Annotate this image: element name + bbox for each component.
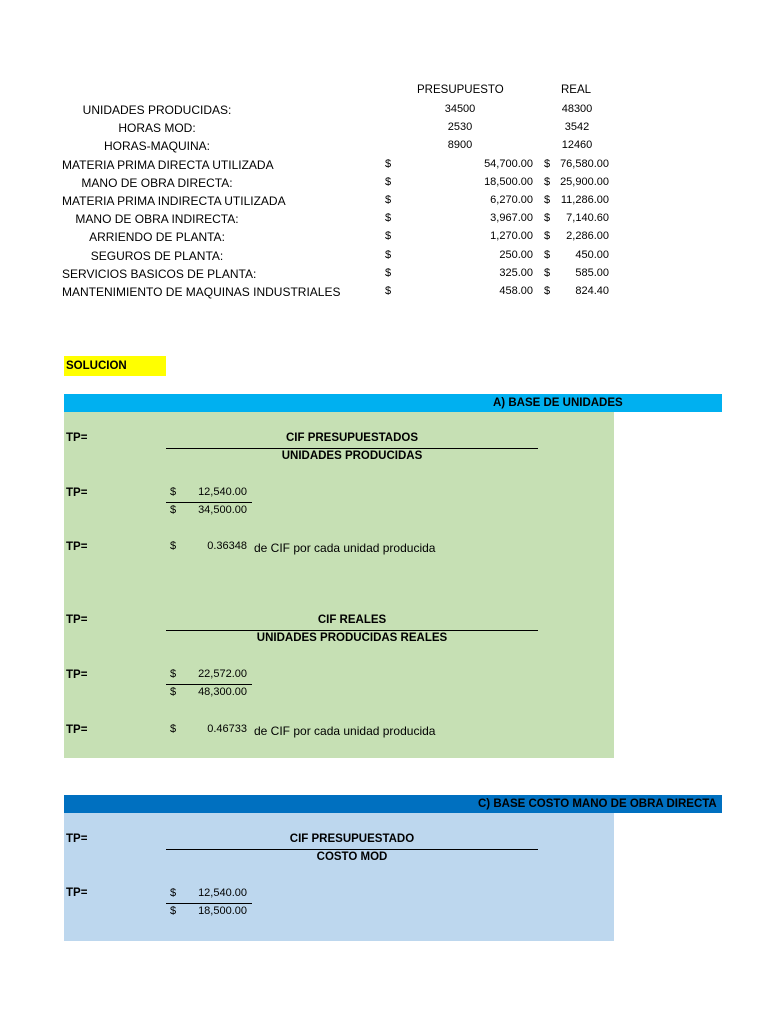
value-divider <box>166 502 252 503</box>
row-real-value: 48300 <box>561 103 593 115</box>
row-currency-presupuesto: $ <box>385 176 392 188</box>
row-presupuesto-value: 34500 <box>444 103 476 115</box>
tp-label: TP= <box>66 669 88 681</box>
currency-symbol: $ <box>170 668 177 680</box>
row-real-value: 450.00 <box>575 249 609 261</box>
tp-label: TP= <box>66 541 88 553</box>
row-label: MANO DE OBRA DIRECTA: <box>81 176 233 190</box>
row-currency-real: $ <box>544 267 551 279</box>
formula-numerator: CIF REALES <box>317 614 387 626</box>
section-a-header-band <box>64 394 722 412</box>
row-currency-presupuesto: $ <box>385 285 392 297</box>
formula-numerator: CIF PRESUPUESTADOS <box>285 432 419 444</box>
tp-label: TP= <box>66 724 88 736</box>
tp-label: TP= <box>66 614 88 626</box>
row-presupuesto-value: 6,270.00 <box>490 194 533 206</box>
row-real-value: 11,286.00 <box>560 194 609 206</box>
formula-numerator: CIF PRESUPUESTADO <box>289 833 415 845</box>
row-presupuesto-value: 458.00 <box>499 285 533 297</box>
result-text: de CIF por cada unidad producida <box>254 724 436 738</box>
section-a-panel <box>64 412 614 758</box>
formula-divider <box>166 448 538 449</box>
currency-symbol: $ <box>170 540 177 552</box>
row-label: SEGUROS DE PLANTA: <box>90 249 224 263</box>
row-label: MANTENIMIENTO DE MAQUINAS INDUSTRIALES <box>62 285 341 299</box>
row-presupuesto-value: 18,500.00 <box>484 176 533 188</box>
tp-label: TP= <box>66 432 88 444</box>
header-real: REAL <box>561 84 592 96</box>
row-currency-presupuesto: $ <box>385 194 392 206</box>
row-presupuesto-value: 250.00 <box>499 249 533 261</box>
row-currency-real: $ <box>544 249 551 261</box>
row-currency-real: $ <box>544 176 551 188</box>
row-currency-real: $ <box>544 212 551 224</box>
value-denominator: 48,300.00 <box>198 686 247 698</box>
currency-symbol: $ <box>170 504 177 516</box>
currency-symbol: $ <box>170 905 177 917</box>
row-real-value: 3542 <box>564 121 590 133</box>
section-c-title: C) BASE COSTO MANO DE OBRA DIRECTA <box>478 798 717 810</box>
row-currency-presupuesto: $ <box>385 230 392 242</box>
header-presupuesto: PRESUPUESTO <box>417 84 504 96</box>
value-divider <box>166 903 252 904</box>
row-currency-presupuesto: $ <box>385 158 392 170</box>
row-label: MATERIA PRIMA INDIRECTA UTILIZADA <box>62 194 286 208</box>
row-label: HORAS MOD: <box>118 121 196 135</box>
row-presupuesto-value: 8900 <box>447 139 473 151</box>
result-value: 0.46733 <box>207 723 247 735</box>
currency-symbol: $ <box>170 486 177 498</box>
formula-denominator: UNIDADES PRODUCIDAS REALES <box>256 632 448 644</box>
row-label: MATERIA PRIMA DIRECTA UTILIZADA <box>62 158 274 172</box>
row-label: MANO DE OBRA INDIRECTA: <box>75 212 239 226</box>
value-numerator: 12,540.00 <box>198 486 247 498</box>
row-currency-presupuesto: $ <box>385 267 392 279</box>
result-value: 0.36348 <box>207 540 247 552</box>
currency-symbol: $ <box>170 723 177 735</box>
row-currency-presupuesto: $ <box>385 212 392 224</box>
currency-symbol: $ <box>170 887 177 899</box>
row-label: UNIDADES PRODUCIDAS: <box>82 103 232 117</box>
row-real-value: 585.00 <box>575 267 609 279</box>
row-label: SERVICIOS BASICOS DE PLANTA: <box>62 267 257 281</box>
tp-label: TP= <box>66 487 88 499</box>
row-presupuesto-value: 1,270.00 <box>490 230 533 242</box>
row-currency-real: $ <box>544 230 551 242</box>
row-presupuesto-value: 3,967.00 <box>490 212 533 224</box>
currency-symbol: $ <box>170 686 177 698</box>
row-real-value: 2,286.00 <box>566 230 609 242</box>
value-numerator: 22,572.00 <box>198 668 247 680</box>
tp-label: TP= <box>66 887 88 899</box>
row-real-value: 7,140.60 <box>566 212 609 224</box>
formula-divider <box>166 849 538 850</box>
row-currency-real: $ <box>544 285 551 297</box>
row-presupuesto-value: 325.00 <box>499 267 533 279</box>
row-presupuesto-value: 54,700.00 <box>484 158 533 170</box>
value-denominator: 18,500.00 <box>198 905 247 917</box>
value-denominator: 34,500.00 <box>198 504 247 516</box>
row-currency-real: $ <box>544 194 551 206</box>
row-real-value: 12460 <box>561 139 593 151</box>
row-currency-real: $ <box>544 158 551 170</box>
section-a-title: A) BASE DE UNIDADES <box>493 397 623 409</box>
row-label: ARRIENDO DE PLANTA: <box>89 230 225 244</box>
row-real-value: 824.40 <box>575 285 609 297</box>
row-label: HORAS-MAQUINA: <box>103 139 210 153</box>
result-text: de CIF por cada unidad producida <box>254 541 436 555</box>
row-real-value: 25,900.00 <box>560 176 609 188</box>
solucion-label: SOLUCION <box>64 356 166 376</box>
tp-label: TP= <box>66 833 88 845</box>
row-presupuesto-value: 2530 <box>447 121 473 133</box>
formula-denominator: COSTO MOD <box>316 851 388 863</box>
value-numerator: 12,540.00 <box>198 887 247 899</box>
row-currency-presupuesto: $ <box>385 249 392 261</box>
value-divider <box>166 684 252 685</box>
row-real-value: 76,580.00 <box>560 158 609 170</box>
formula-denominator: UNIDADES PRODUCIDAS <box>281 450 423 462</box>
formula-divider <box>166 630 538 631</box>
